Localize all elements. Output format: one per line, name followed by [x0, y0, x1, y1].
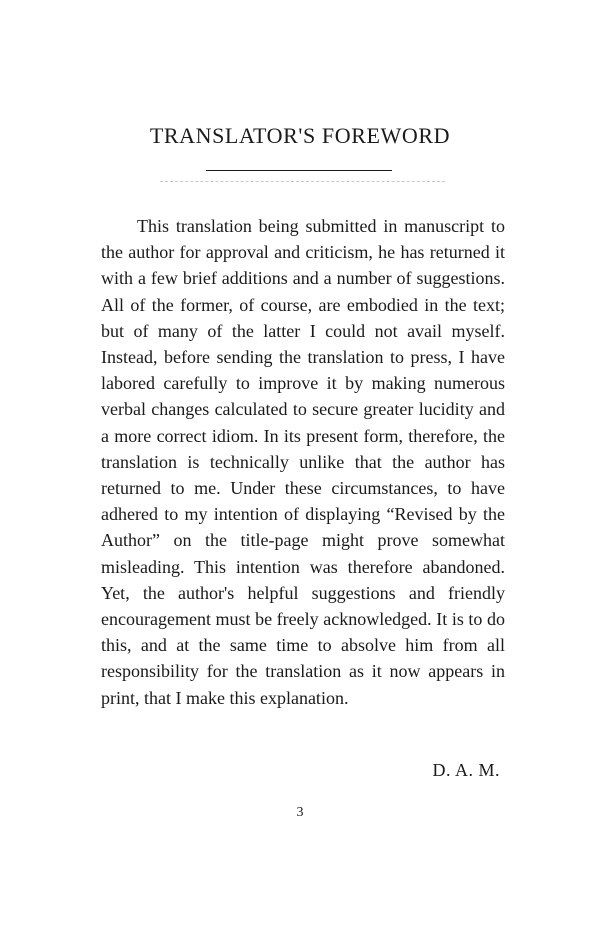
page-number: 3 — [296, 805, 304, 820]
faint-rule — [160, 181, 445, 182]
title-rule — [206, 170, 392, 171]
foreword-body — [101, 213, 505, 711]
signature-initials: D. A. M. — [432, 760, 500, 780]
page-title: TRANSLATOR'S FOREWORD — [149, 123, 451, 148]
foreword-paragraph: This translation being submitted in manuscript to the author for approval and criticism, he has returned it with a few brief additions and a number of suggestions. All of the former, of course, are embodied in the text; but of many of the latter I could not avail myself. Instead, before sending the translation to press, I have labored carefully to improve it by making numerous verbal changes calculated to secure greater lucidity and a more correct idiom. In its present form, therefore, the translation is technically unlike that the author has returned to me. Under these circumstances, to have adhered to my intention of displaying “Revised by the Author” on the title-page might prove somewhat misleading. This intention was therefore abandoned. Yet, the author's helpful suggestions and friendly encouragement must be freely acknowledged. It is to do this, and at the same time to absolve him from all responsibility for the translation as it now appears in print, that I make this explanation. — [101, 216, 505, 708]
